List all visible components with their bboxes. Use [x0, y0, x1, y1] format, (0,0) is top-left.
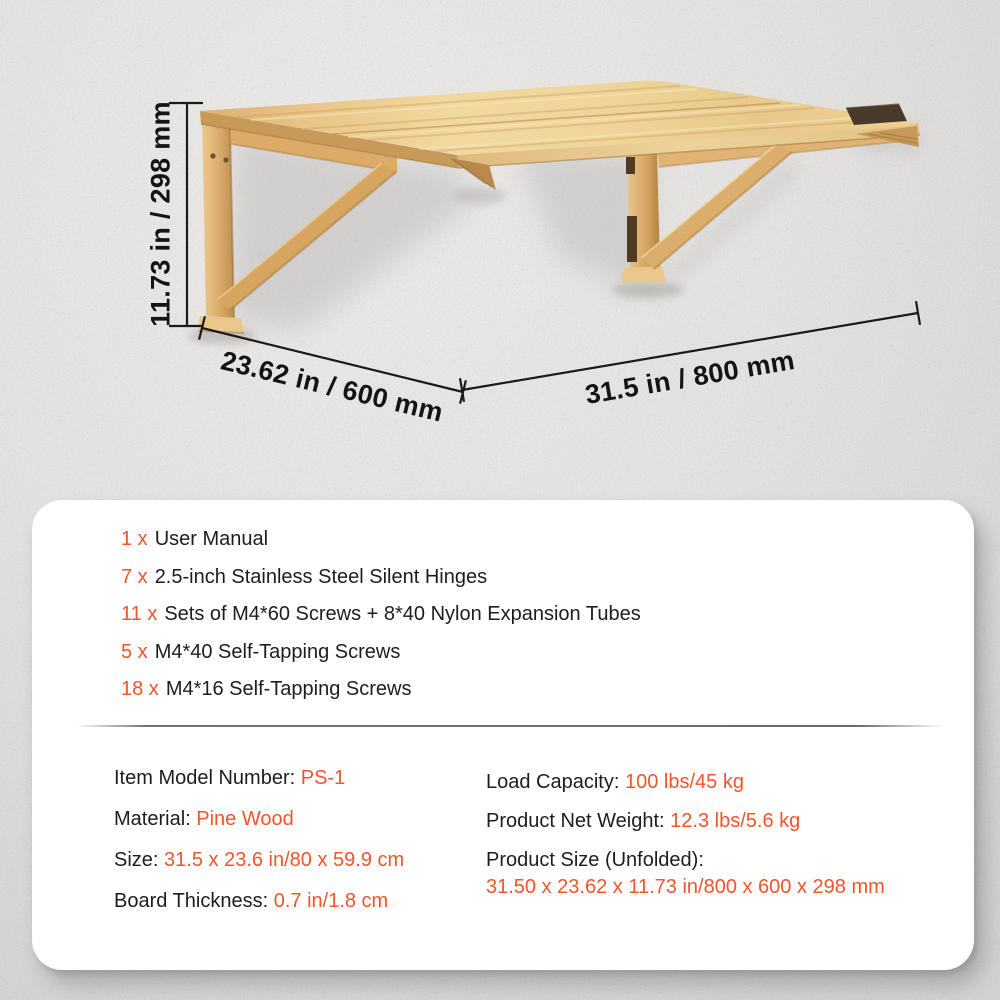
- spec-value: 31.50 x 23.62 x 11.73 in/800 x 600 x 298 mm: [486, 876, 885, 898]
- spec-label: Item Model Number:: [114, 767, 301, 789]
- spec-label: Size:: [114, 849, 165, 871]
- spec-row: [486, 809, 885, 833]
- spec-label: Product Net Weight:: [486, 810, 671, 832]
- hinge-icon: [626, 157, 635, 174]
- dimension-label-width: 31.5 in / 800 mm: [582, 345, 797, 410]
- spec-row: [114, 766, 404, 790]
- spec-value: PS-1: [300, 767, 346, 789]
- spec-row: [114, 889, 404, 913]
- kit-item-name: Sets of M4*60 Screws + 8*40 Nylon Expansion Tubes: [164, 603, 641, 626]
- kit-list-item: [121, 559, 641, 597]
- kit-item-name: M4*40 Self-Tapping Screws: [154, 640, 401, 663]
- spec-label: Load Capacity:: [486, 771, 625, 793]
- kit-item-quantity: 11 x: [121, 603, 158, 626]
- kit-item-name: User Manual: [154, 528, 269, 551]
- spec-value: 0.7 in/1.8 cm: [273, 890, 389, 912]
- kit-item-quantity: 18 x: [121, 678, 159, 701]
- specs-column-left: [114, 766, 404, 930]
- specs-column-right: [486, 770, 885, 915]
- screw-icon: [223, 157, 228, 162]
- spec-value: 100 lbs/45 kg: [624, 771, 744, 793]
- dimension-label-depth: 23.62 in / 600 mm: [218, 345, 447, 428]
- kit-list-item: [121, 634, 641, 672]
- kit-item-name: 2.5-inch Stainless Steel Silent Hinges: [154, 565, 488, 588]
- kit-list: [121, 521, 641, 709]
- screw-icon: [210, 153, 215, 158]
- hinge-icon: [627, 216, 637, 262]
- kit-list-item: [121, 596, 641, 634]
- spec-row: [486, 848, 885, 900]
- spec-row: [486, 770, 885, 794]
- spec-label: Material:: [114, 808, 197, 830]
- dimension-label-height: 11.73 in / 298 mm: [145, 101, 176, 327]
- divider-line: [76, 725, 944, 727]
- kit-item-quantity: 1 x: [121, 528, 148, 551]
- spec-label: Board Thickness:: [114, 890, 274, 912]
- spec-value: Pine Wood: [196, 808, 294, 830]
- spec-row: [114, 848, 404, 872]
- kit-item-name: M4*16 Self-Tapping Screws: [165, 678, 412, 701]
- spec-row: [114, 807, 404, 831]
- spec-value: 12.3 lbs/5.6 kg: [670, 810, 801, 832]
- kit-item-quantity: 5 x: [121, 640, 148, 663]
- kit-item-quantity: 7 x: [121, 565, 148, 588]
- spec-label: Product Size (Unfolded):: [486, 849, 704, 871]
- kit-list-item: [121, 671, 641, 709]
- kit-list-item: [121, 521, 641, 559]
- spec-value: 31.5 x 23.6 in/80 x 59.9 cm: [164, 849, 405, 871]
